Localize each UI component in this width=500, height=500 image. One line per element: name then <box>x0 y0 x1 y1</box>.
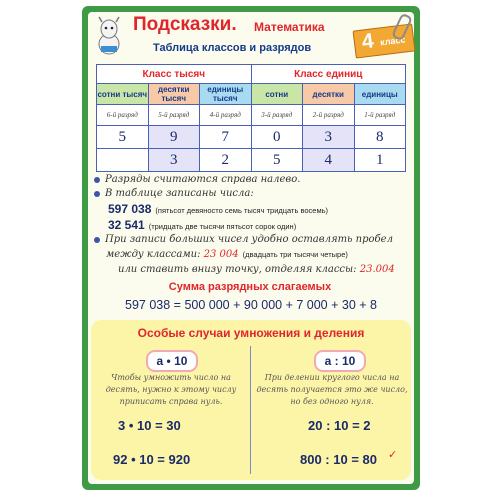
rank-header: десятки тысяч <box>148 84 200 105</box>
digit-cell <box>97 149 149 172</box>
table-subtitle: Таблица классов и разрядов <box>153 42 312 54</box>
multiply-example-1: 3 • 10 = 30 <box>118 418 181 433</box>
digit-cell: 3 <box>148 149 200 172</box>
page-title: Подсказки. <box>133 14 237 35</box>
bullet-icon <box>94 177 100 183</box>
position-label: 2-й разряд <box>303 105 355 126</box>
sum-title: Сумма разрядных слагаемых <box>168 281 332 293</box>
class-units-header: Класс единиц <box>251 65 406 84</box>
digit-cell: 1 <box>354 149 406 172</box>
rank-header: единицы тысяч <box>200 84 252 105</box>
digit-cell: 2 <box>200 149 252 172</box>
special-cases-title: Особые случаи умножения и деления <box>137 326 365 340</box>
rule-spacing-example: между классами: 23 004 (двадцать три тысячи четыре) <box>106 249 348 260</box>
position-label: 1-й разряд <box>354 105 406 126</box>
example-number-1: 597 038 (пятьсот девяносто семь тысяч тридцать восемь) <box>108 202 329 216</box>
rank-header: десятки <box>303 84 355 105</box>
rank-header: единицы <box>354 84 406 105</box>
digit-cell: 0 <box>251 126 303 149</box>
rule-dot-example: или ставить внизу точку, отделяя классы: 23.004 <box>118 264 395 275</box>
digit-cell: 3 <box>303 126 355 149</box>
class-thousands-header: Класс тысяч <box>97 65 252 84</box>
rule-spacing: При записи больших чисел удобно оставлять пробел <box>94 234 393 245</box>
digit-cell: 9 <box>148 126 200 149</box>
panel-divider <box>250 346 251 474</box>
position-label: 6-й разряд <box>97 105 149 126</box>
rank-header: сотни <box>251 84 303 105</box>
sum-equation: 597 038 = 500 000 + 90 000 + 7 000 + 30 + 8 <box>125 298 377 312</box>
divide-example-2: 800 : 10 = 80 <box>300 452 377 467</box>
position-label: 4-й разряд <box>200 105 252 126</box>
grade-number: 4 <box>360 29 375 54</box>
digit-cell: 8 <box>354 126 406 149</box>
divide-hint: При делении круглого числа на десять получается это же число, но без одного нуля. <box>256 373 408 406</box>
multiply-label: a • 10 <box>146 350 198 372</box>
digit-cell: 5 <box>251 149 303 172</box>
digit-cell: 5 <box>97 126 149 149</box>
example-number-2: 32 541 (тридцать две тысячи пятьсот сорок один) <box>108 218 297 232</box>
digit-cell: 4 <box>303 149 355 172</box>
position-label: 5-й разряд <box>148 105 200 126</box>
position-label: 3-й разряд <box>251 105 303 126</box>
bullet-icon <box>94 191 100 197</box>
rule-direction: Разряды считаются справа налево. <box>94 174 300 185</box>
subject-label: Математика <box>254 20 325 34</box>
rank-header: сотни тысяч <box>97 84 149 105</box>
grade-word: класс <box>379 34 406 48</box>
goat-mascot-icon <box>92 16 126 56</box>
multiply-example-2: 92 • 10 = 920 <box>113 452 191 467</box>
divide-example-1: 20 : 10 = 2 <box>308 418 371 433</box>
bullet-icon <box>94 237 100 243</box>
multiply-hint: Чтобы умножить число на десять, нужно к этому числу приписать справа нуль. <box>105 373 237 406</box>
check-mark-icon: ✓ <box>388 448 398 461</box>
divide-label: a : 10 <box>314 350 366 372</box>
class-rank-table <box>96 64 406 172</box>
rule-examples: В таблице записаны числа: <box>94 188 254 199</box>
digit-cell: 7 <box>200 126 252 149</box>
